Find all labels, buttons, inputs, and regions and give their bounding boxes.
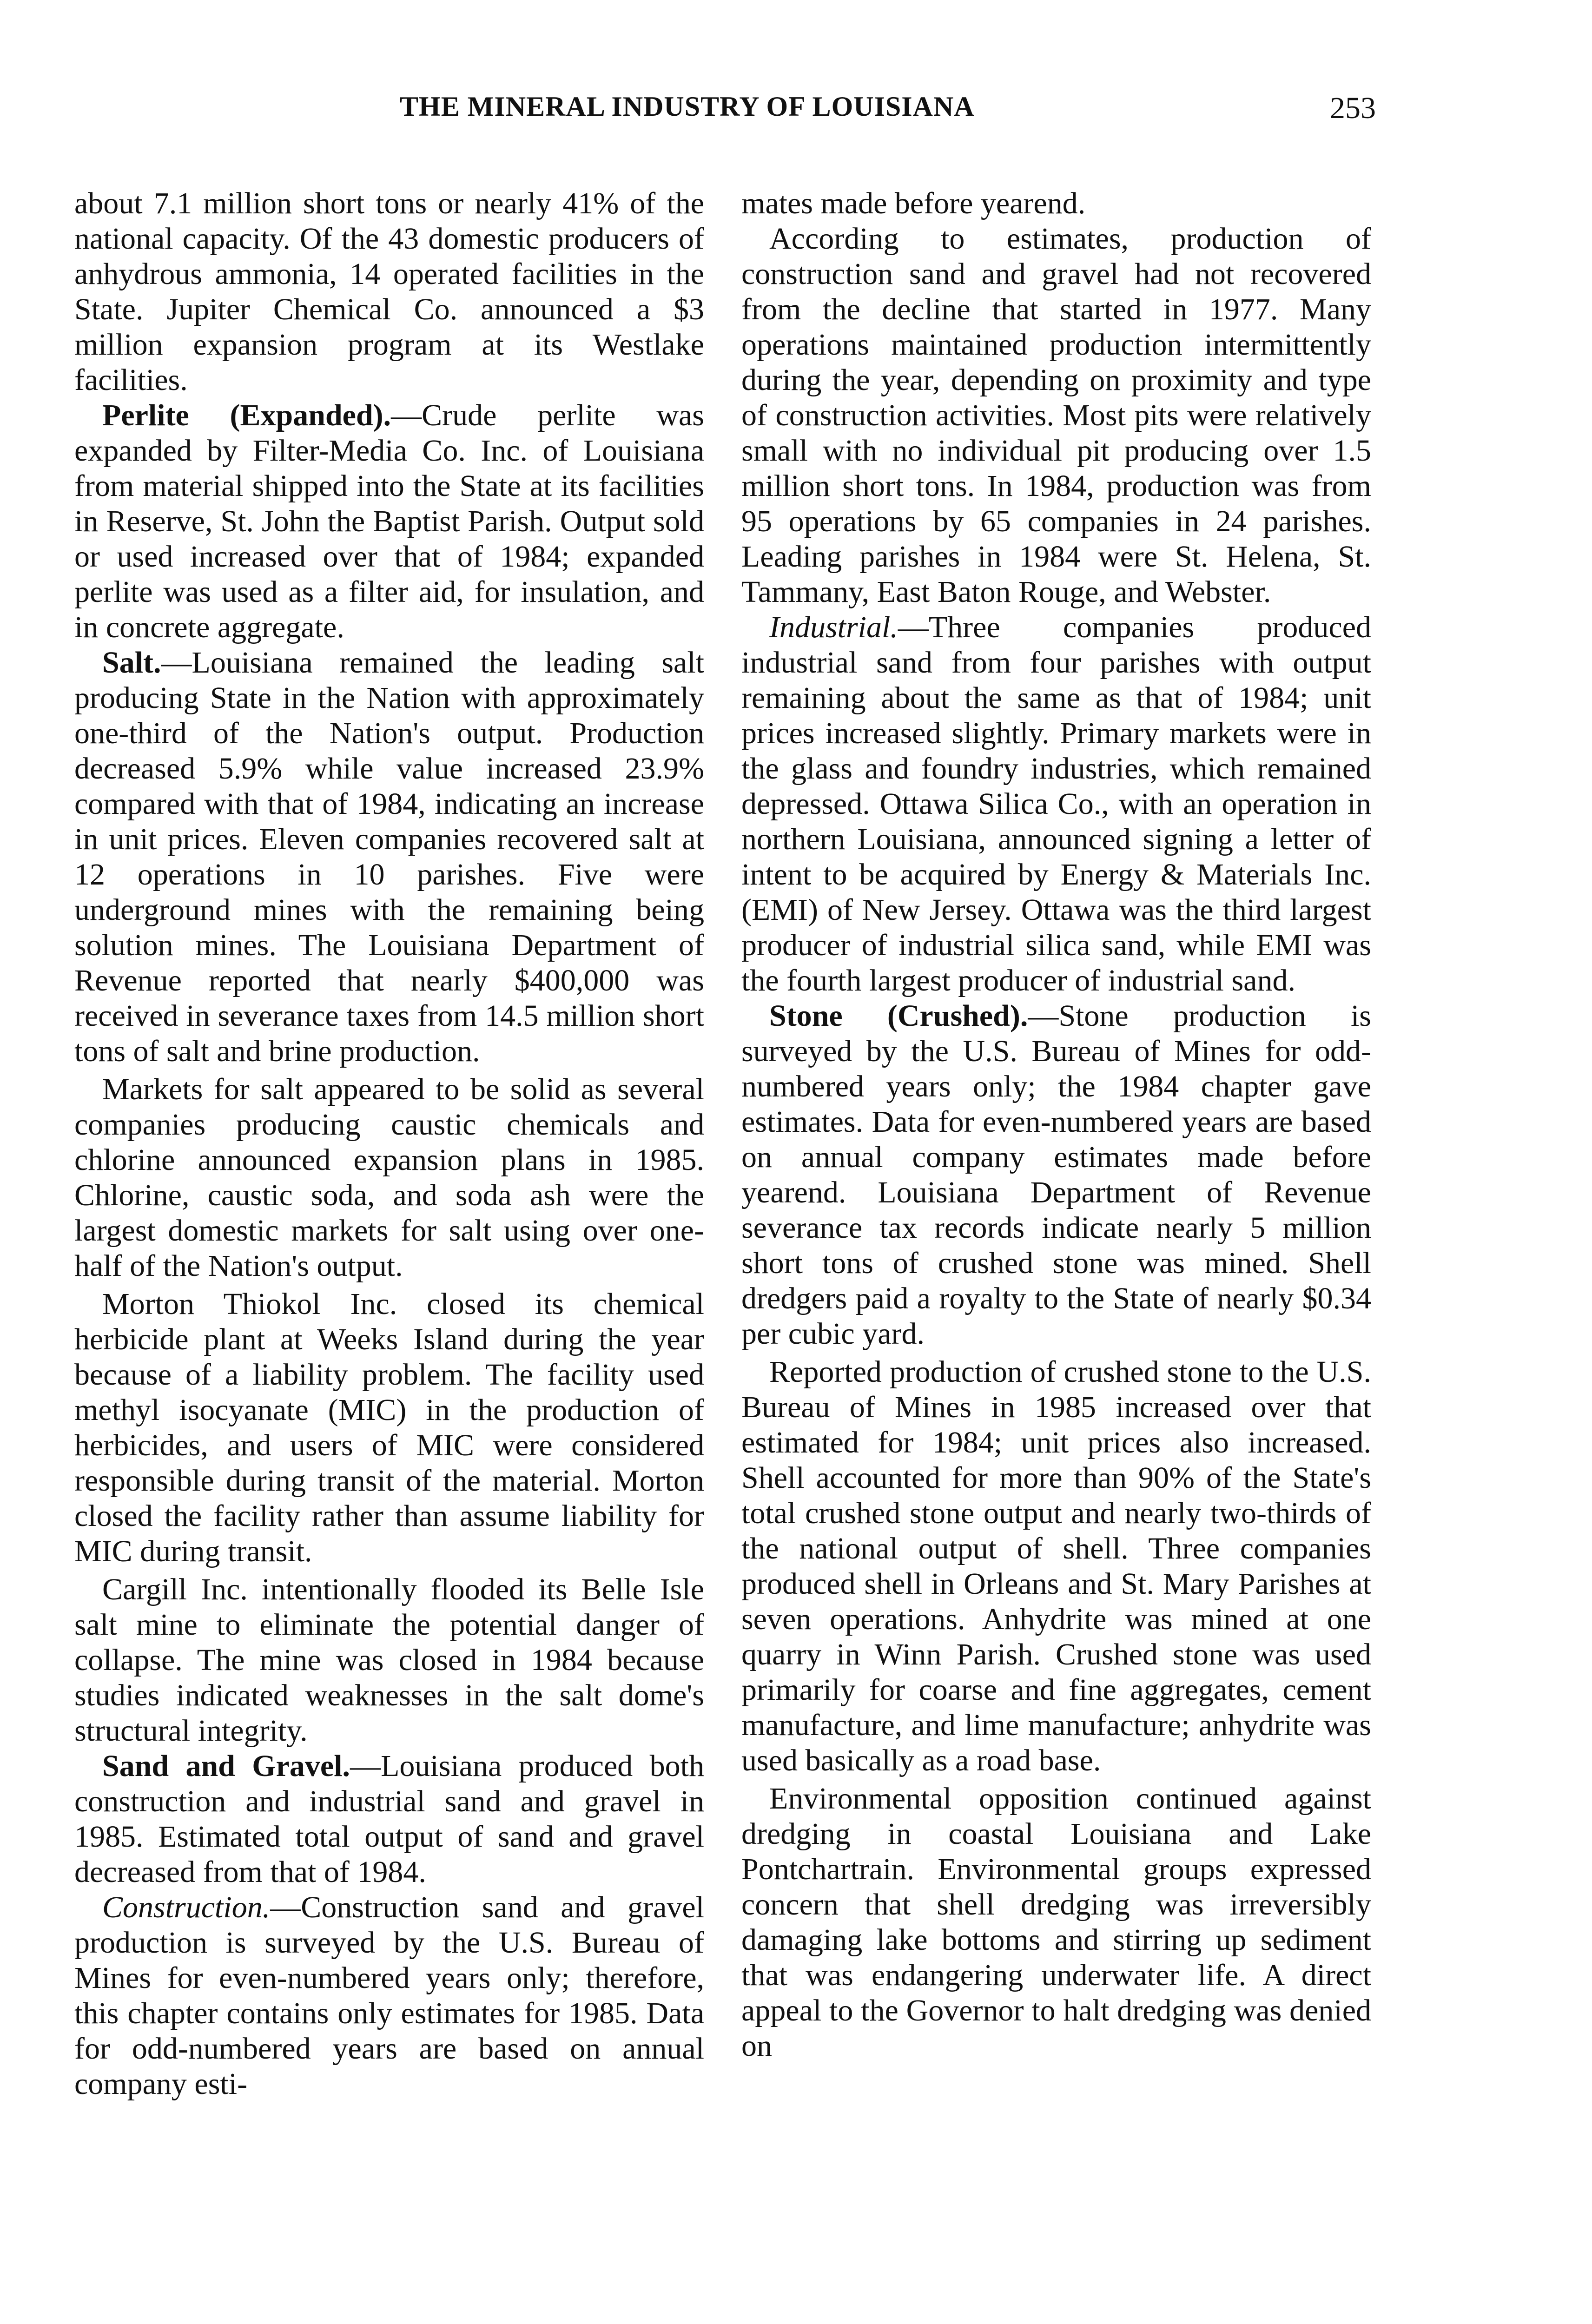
industrial-text: —Three companies produced industrial sand from four parishes with output remaining about the same as that of 1984; unit prices increased slightly. Primary markets were in the glass and foundry industries, which remained depressed. Ottawa Silica Co., with an operation in northern Louisiana, announced signing a letter of intent to be acquired by Energy & Materials Inc. (EMI) of New Jersey. Ottawa was the third largest producer of industrial silica sand, while EMI was the fourth largest producer of industrial sand. bbox=[741, 610, 1371, 997]
paragraph-environmental-opposition: Environmental opposition continued against dredging in coastal Louisiana and Lake Pontchartrain. Environmental groups expressed concern that shell dredging was irreversibly damaging lake bottoms and stirring up sediment that was endangering underwater life. A direct appeal to the Governor to halt dredging was denied on bbox=[741, 1782, 1371, 2063]
paragraph-stone-crushed bbox=[741, 998, 1371, 1352]
paragraph-crushed-stone-production: Reported production of crushed stone to the U.S. Bureau of Mines in 1985 increased over that estimated for 1984; unit prices also increased. Shell accounted for more than 90% of the State's total crushed stone output and nearly two-thirds of the national output of shell. Three companies produced shell in Orleans and St. Mary Parishes at seven operations. Anhydrite was mined at one quarry in Winn Parish. Crushed stone was used primarily for coarse and fine aggregates, cement manufacture, and lime manufacture; anhydrite was used basically as a road base. bbox=[741, 1355, 1371, 1777]
paragraph-construction-continued: mates made before yearend. bbox=[741, 186, 1086, 220]
paragraph-morton-thiokol: Morton Thiokol Inc. closed its chemical herbicide plant at Weeks Island during the year because of a liability problem. The facility used methyl isocyanate (MIC) in the production of herbicides, and users of MIC were considered responsible during transit of the material. Morton closed the facility rather than assume liability for MIC during transit. bbox=[74, 1287, 704, 1568]
salt-heading: Salt. bbox=[102, 646, 161, 680]
running-title: THE MINERAL INDUSTRY OF LOUISIANA bbox=[400, 91, 975, 122]
left-column bbox=[74, 186, 704, 2324]
paragraph-ammonia-continued: about 7.1 million short tons or nearly 41% of the national capacity. Of the 43 domestic producers of anhydrous ammonia, 14 operated facilities in the State. Jupiter Chemical Co. announced a $3 million expansion program at its Westlake facilities. bbox=[74, 186, 704, 397]
perlite-text: —Crude perlite was expanded by Filter-Media Co. Inc. of Louisiana from material shipped into the State at its facilities in Reserve, St. John the Baptist Parish. Output sold or used increased over that of 1984; expanded perlite was used as a filter aid, for insulation, and in concrete aggregate. bbox=[74, 398, 704, 644]
paragraph-salt bbox=[74, 645, 704, 1069]
page-number: 253 bbox=[1330, 91, 1376, 125]
sand-gravel-heading: Sand and Gravel. bbox=[102, 1749, 350, 1783]
construction-heading: Construction. bbox=[102, 1890, 271, 1924]
right-column bbox=[741, 186, 1371, 2324]
sand-gravel-text: —Louisiana produced both construction and industrial sand and gravel in 1985. Estimated total output of sand and gravel decreased from that of 1984. bbox=[74, 1749, 704, 1889]
salt-text: —Louisiana remained the leading salt producing State in the Nation with approximately one-third of the Nation's output. Production decreased 5.9% while value increased 23.9% compared with that of 1984, indicating an increase in unit prices. Eleven companies recovered salt at 12 operations in 10 parishes. Five were underground mines with the remaining being solution mines. The Louisiana Department of Revenue reported that nearly $400,000 was received in severance taxes from 14.5 million short tons of salt and brine production. bbox=[74, 646, 704, 1068]
paragraph-construction-estimates: According to estimates, production of construction sand and gravel had not recovered from the decline that started in 1977. Many operations maintained production intermittently during the year, depending on proximity and type of construction activities. Most pits were relatively small with no individual pit producing over 1.5 million short tons. In 1984, production was from 95 operations by 65 companies in 24 parishes. Leading parishes in 1984 were St. Helena, St. Tammany, East Baton Rouge, and Webster. bbox=[741, 222, 1371, 609]
paragraph-salt-markets: Markets for salt appeared to be solid as several companies producing caustic chemicals and chlorine announced expansion plans in 1985. Chlorine, caustic soda, and soda ash were the largest domestic markets for salt using over one-half of the Nation's output. bbox=[74, 1072, 704, 1283]
paragraph-cargill: Cargill Inc. intentionally flooded its Belle Isle salt mine to eliminate the potential danger of collapse. The mine was closed in 1984 because studies indicated weaknesses in the salt dome's structural integrity. bbox=[74, 1572, 704, 1748]
paragraph-industrial bbox=[741, 610, 1371, 998]
stone-crushed-heading: Stone (Crushed). bbox=[769, 999, 1028, 1033]
paragraph-perlite bbox=[74, 398, 704, 645]
industrial-heading: Industrial. bbox=[769, 610, 898, 644]
stone-crushed-text: —Stone production is surveyed by the U.S. Bureau of Mines for odd-numbered years only; the 1984 chapter gave estimates. Data for even-numbered years are based on annual company estimates made before yearend. Louisiana Department of Revenue severance tax records indicate nearly 5 million short tons of crushed stone was mined. Shell dredgers paid a royalty to the State of nearly $0.34 per cubic yard. bbox=[741, 999, 1371, 1351]
perlite-heading: Perlite (Expanded). bbox=[102, 398, 391, 432]
page-header bbox=[74, 91, 1376, 132]
paragraph-construction bbox=[74, 1890, 704, 2102]
construction-text: —Construction sand and gravel production is surveyed by the U.S. Bureau of Mines for even-numbered years only; therefore, this chapter contains only estimates for 1985. Data for odd-numbered years are based on annual company esti- bbox=[74, 1890, 704, 2101]
paragraph-sand-gravel bbox=[74, 1749, 704, 1890]
